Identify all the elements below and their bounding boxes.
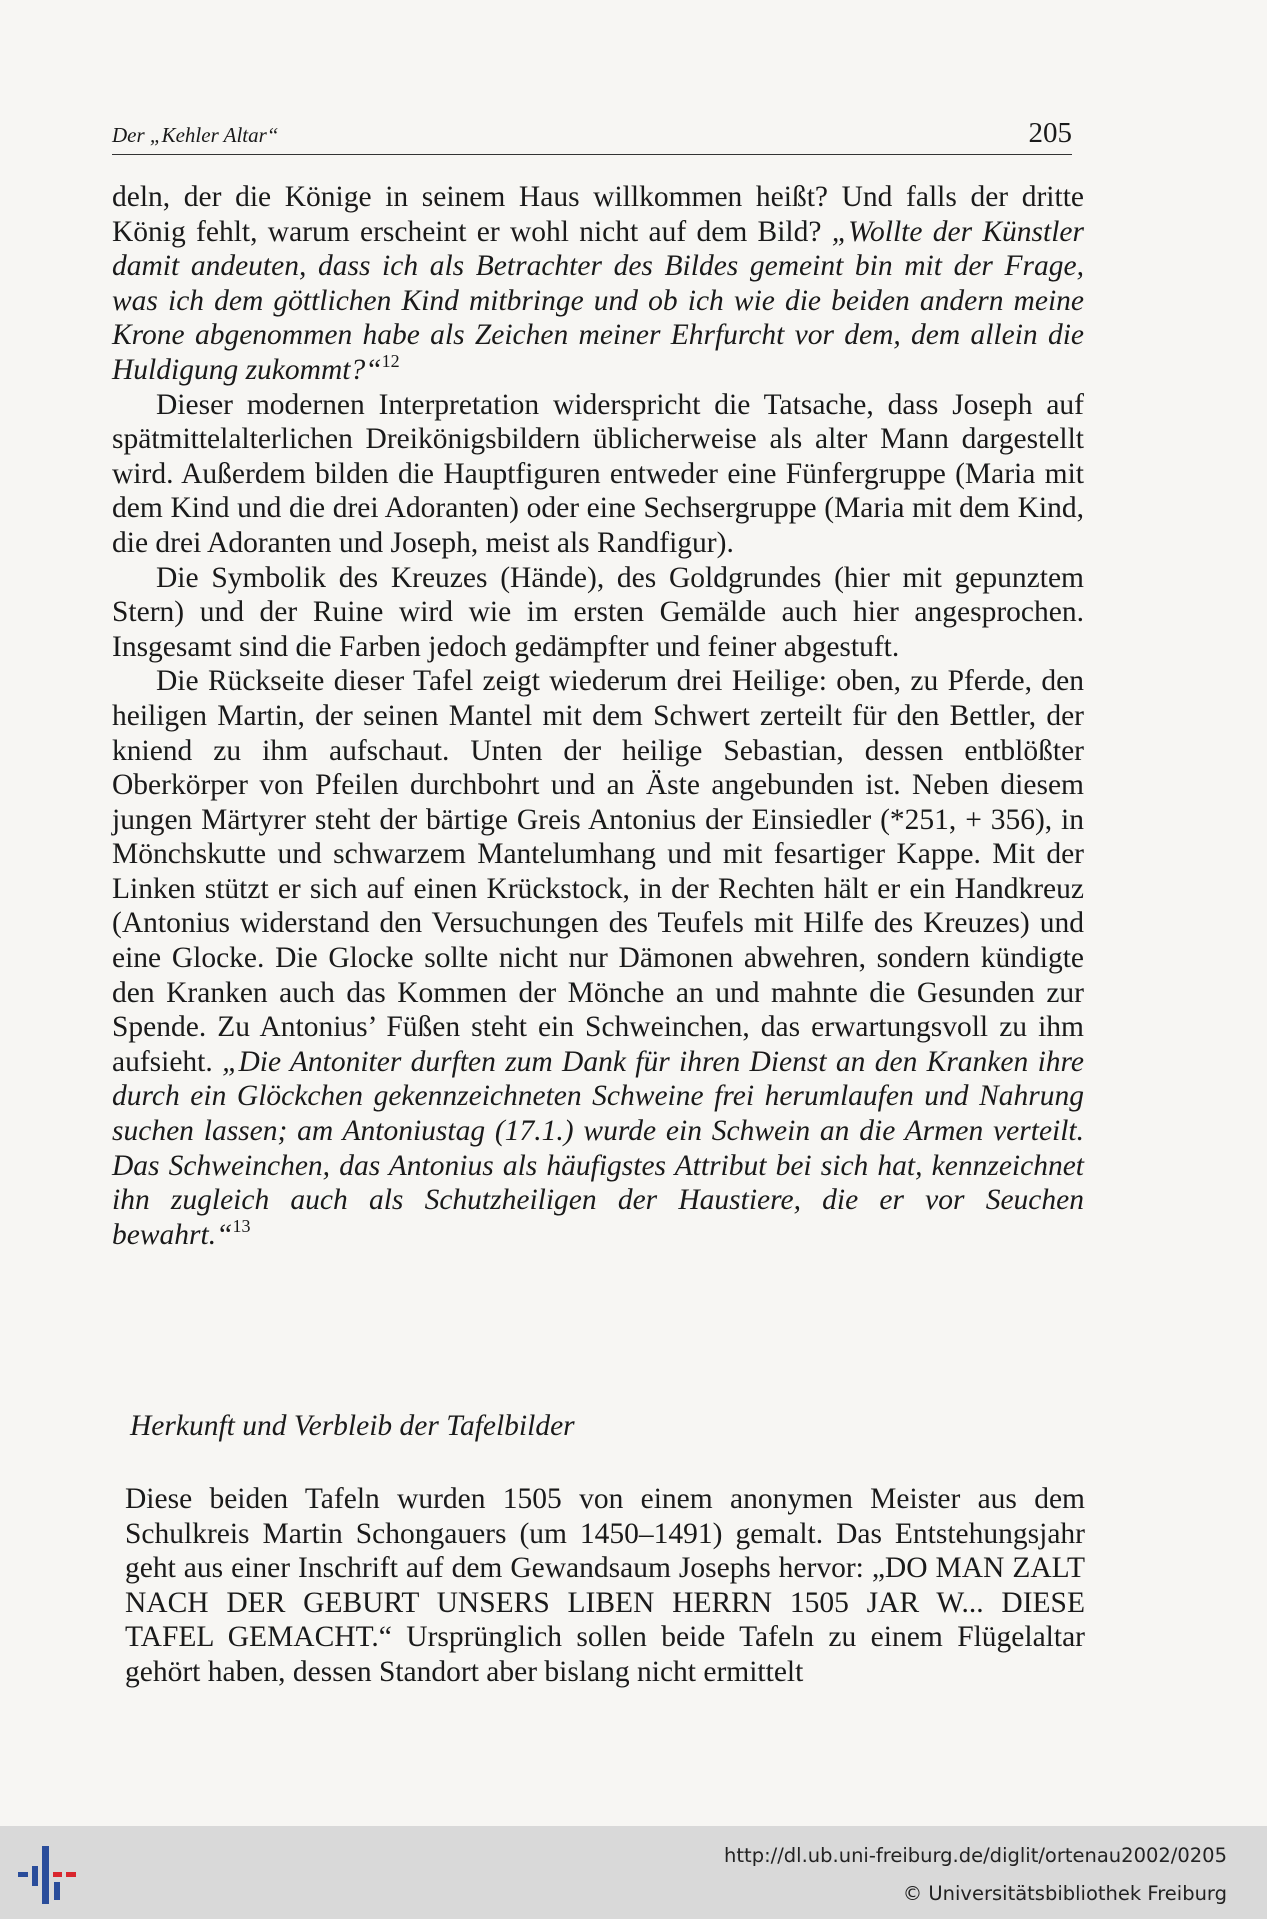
paragraph-2: Dieser modernen Interpretation widerspricht die Tatsache, dass Joseph auf spätmittelalterlichen Dreikönigsbildern üblicherweise als alter Mann dargestellt wird. Außerdem bilden die Hauptfiguren entweder eine Fünfergruppe (Maria mit dem Kind und die drei Adoranten) oder eine Sechsergruppe (Maria mit dem Kind, die drei Adoranten und Joseph, meist als Randfigur).: [112, 388, 1084, 559]
footnote-ref-13: 13: [232, 1215, 251, 1236]
paragraph-4-quote: „Die Antoniter durften zum Dank für ihren Dienst an den Kranken ihre durch ein Glöckchen gekennzeichneten Schweine frei herumlaufen und Nahrung suchen lassen; am Antoniustag (17.1.) wurde ein Schwein an die Armen verteilt. Das Schweinchen, das Antonius als häufigstes Attribut bei sich hat, kennzeichnet ihn zugleich auch als Schutzheiligen der Haustiere, die er vor Seuchen bewahrt.“: [112, 1045, 1084, 1251]
source-url-link[interactable]: http://dl.ub.uni-freiburg.de/diglit/ortenau2002/0205: [724, 1844, 1227, 1867]
page-header: [112, 108, 1072, 155]
paragraph-5: Diese beiden Tafeln wurden 1505 von einem anonymen Meister aus dem Schulkreis Martin Schongauers (um 1450–1491) gemalt. Das Entstehungsjahr geht aus einer Inschrift auf dem Gewandsaum Josephs hervor: „DO MAN ZALT NACH DER GEBURT UNSERS LIBEN HERRN 1505 JAR W... DIESE TAFEL GEMACHT.“ Ursprünglich sollen beide Tafeln zu einem Flügelaltar gehört haben, dessen Standort aber bislang nicht ermittelt: [125, 1483, 1085, 1688]
body-text: [112, 180, 1084, 1252]
paragraph-1-text: deln, der die Könige in seinem Haus willkommen heißt? Und falls der dritte König fehlt, warum erscheint er wohl nicht auf dem Bild?: [112, 181, 1084, 248]
section-body: [125, 1482, 1085, 1690]
paragraph-4: [112, 664, 1084, 1252]
paragraph-1: [112, 180, 1084, 388]
footer-bar: [0, 1826, 1267, 1919]
paragraph-1-quote: „Wollte der Künstler damit andeuten, dass ich als Betrachter des Bildes gemeint bin mit der Frage, was ich dem göttlichen Kind mitbringe und ob ich wie die beiden andern meine Krone abgenommen habe als Zeichen meiner Ehrfurcht vor dem, dem allein die Huldigung zukommt?“: [112, 215, 1084, 386]
section-heading: Herkunft und Verbleib der Tafelbilder: [130, 1410, 575, 1442]
paragraph-4-text: Die Rückseite dieser Tafel zeigt wiederum drei Heilige: oben, zu Pferde, den heiligen Martin, der seinen Mantel mit dem Schwert zerteilt für den Bettler, der kniend zu ihm aufschaut. Unten der heilige Sebastian, dessen entblößter Oberkörper von Pfeilen durchbohrt und an Äste angebunden ist. Neben diesem jungen Märtyrer steht der bärtige Greis Antonius der Einsiedler (*251, + 356), in Mönchskutte und schwarzem Mantelumhang und mit fesartiger Kappe. Mit der Linken stützt er sich auf einen Krückstock, in der Rechten hält er ein Handkreuz (Antonius widerstand den Versuchungen des Teufels mit Hilfe des Kreuzes) und eine Glocke. Die Glocke sollte nicht nur Dämonen abwehren, sondern kündigte den Kranken auch das Kommen der Mönche an und mahnte die Gesunden zur Spende. Zu Antonius’ Füßen steht ein Schweinchen, das erwartungsvoll zu ihm aufsieht.: [112, 665, 1084, 1078]
running-title: Der „Kehler Altar“: [112, 123, 279, 147]
copyright-notice: © Universitätsbibliothek Freiburg: [902, 1882, 1227, 1905]
ub-freiburg-logo-icon[interactable]: [14, 1842, 84, 1906]
footnote-ref-12: 12: [381, 350, 400, 371]
page-number: 205: [1028, 117, 1072, 149]
paragraph-3: Die Symbolik des Kreuzes (Hände), des Goldgrundes (hier mit gepunztem Stern) und der Ruine wird wie im ersten Gemälde auch hier angesprochen. Insgesamt sind die Farben jedoch gedämpfter und feiner abgestuft.: [112, 561, 1084, 663]
